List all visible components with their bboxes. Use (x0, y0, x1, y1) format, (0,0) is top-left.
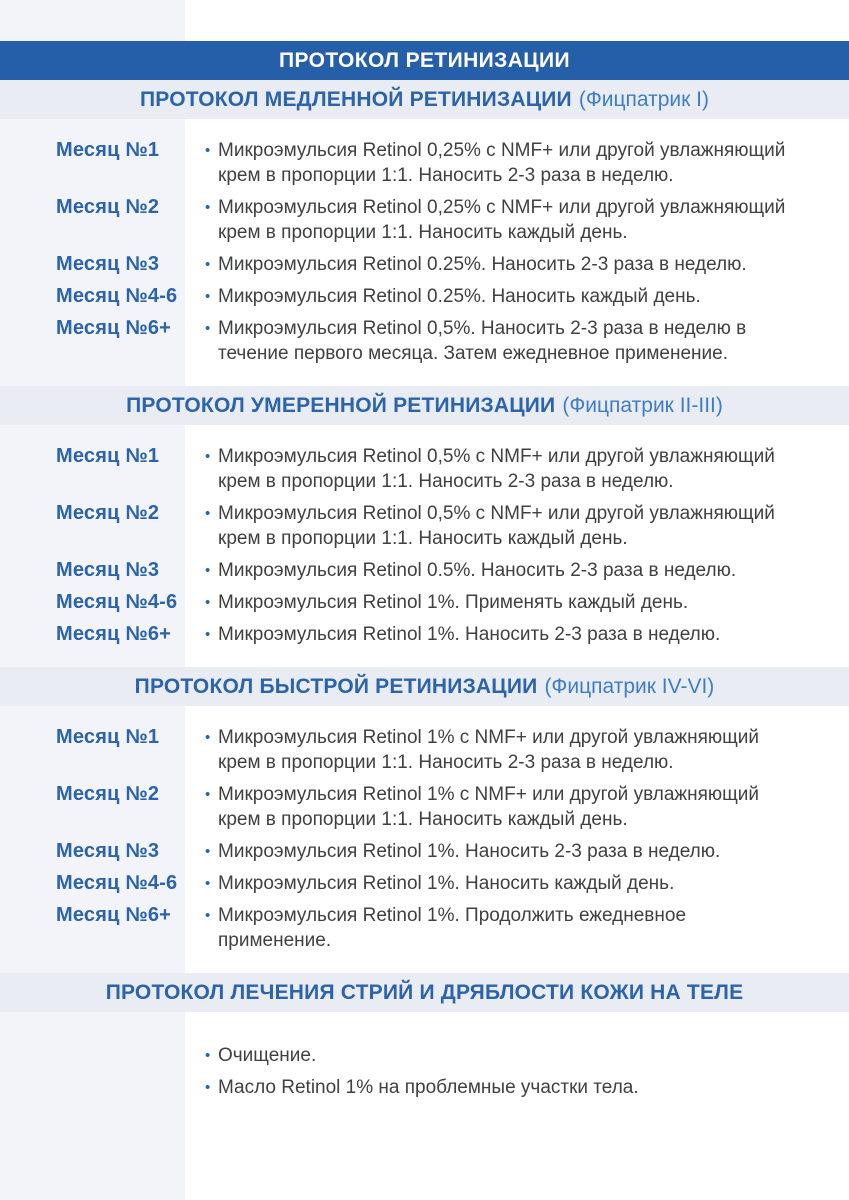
month-label: Месяц №6+ (56, 623, 172, 645)
bullet-icon: • (205, 199, 211, 216)
protocol-row (56, 622, 795, 647)
row-text: Микроэмульсия Retinol 0,25% с NMF+ или другой увлажняющий крем в пропорции 1:1. Наносить каждый день. (218, 197, 786, 243)
month-label: Месяц №3 (56, 253, 160, 275)
month-label: Месяц №4-6 (56, 285, 178, 307)
row-text: Микроэмульсия Retinol 1%. Наносить 2-3 раза в неделю. (218, 624, 721, 645)
protocol-row (56, 1075, 795, 1100)
row-text: Микроэмульсия Retinol 0,25% с NMF+ или другой увлажняющий крем в пропорции 1:1. Наносить 2-3 раза в неделю. (218, 140, 786, 186)
section-subtitle: (Фицпатрик II-III) (562, 393, 723, 417)
protocol-row (56, 316, 795, 366)
bullet-icon: • (205, 505, 211, 522)
month-label: Месяц №4-6 (56, 872, 178, 894)
month-label: Месяц №2 (56, 502, 160, 524)
row-text: Микроэмульсия Retinol 1%. Применять каждый день. (218, 592, 689, 613)
protocol-section (0, 667, 849, 973)
month-label: Месяц №2 (56, 783, 160, 805)
row-content (205, 284, 795, 309)
month-label: Месяц №1 (56, 445, 160, 467)
protocol-section (0, 80, 849, 386)
month-label: Месяц №6+ (56, 904, 172, 926)
section-title: ПРОТОКОЛ БЫСТРОЙ РЕТИНИЗАЦИИ (134, 674, 538, 698)
section-body (0, 706, 849, 973)
section-subtitle: (Фицпатрик I) (578, 87, 710, 111)
section-title: ПРОТОКОЛ МЕДЛЕННОЙ РЕТИНИЗАЦИИ (139, 87, 572, 111)
row-text: Микроэмульсия Retinol 1%. Наносить каждый день. (218, 873, 675, 894)
row-text: Микроэмульсия Retinol 0.25%. Наносить каждый день. (218, 286, 701, 307)
month-label: Месяц №1 (56, 726, 160, 748)
row-content (205, 195, 795, 245)
row-content (205, 1043, 795, 1068)
month-label: Месяц №1 (56, 139, 160, 161)
sections-container (0, 80, 849, 1120)
month-label: Месяц №3 (56, 840, 160, 862)
protocol-row (56, 725, 795, 775)
section-title: ПРОТОКОЛ ЛЕЧЕНИЯ СТРИЙ И ДРЯБЛОСТИ КОЖИ НА ТЕЛЕ (105, 980, 744, 1004)
protocol-row (56, 501, 795, 551)
protocol-row (56, 839, 795, 864)
row-content (205, 782, 795, 832)
row-content (205, 725, 795, 775)
bullet-icon: • (205, 626, 211, 643)
section-header (0, 386, 849, 425)
bullet-icon: • (205, 320, 211, 337)
month-label: Месяц №4-6 (56, 591, 178, 613)
row-content (205, 839, 795, 864)
protocol-row (56, 252, 795, 277)
row-content (205, 622, 795, 647)
bullet-icon: • (205, 875, 211, 892)
document-title: ПРОТОКОЛ РЕТИНИЗАЦИИ (278, 48, 571, 72)
row-content (205, 252, 795, 277)
document-content (0, 41, 849, 1120)
row-text: Микроэмульсия Retinol 0.5%. Наносить 2-3 раза в неделю. (218, 560, 737, 581)
section-subtitle: (Фицпатрик IV-VI) (544, 674, 715, 698)
row-content (205, 1075, 795, 1100)
bullet-icon: • (205, 1079, 211, 1096)
protocol-row (56, 903, 795, 953)
row-text: Микроэмульсия Retinol 1%. Продолжить ежедневное применение. (218, 905, 687, 951)
document-title-bar (0, 41, 849, 80)
month-label: Месяц №6+ (56, 317, 172, 339)
protocol-row (56, 195, 795, 245)
row-content (205, 316, 795, 366)
protocol-section (0, 973, 849, 1120)
row-text: Микроэмульсия Retinol 1% с NMF+ или другой увлажняющий крем в пропорции 1:1. Наносить 2-3 раза в неделю. (218, 727, 759, 773)
bullet-icon: • (205, 562, 211, 579)
row-text: Микроэмульсия Retinol 0,5% с NMF+ или другой увлажняющий крем в пропорции 1:1. Наносить каждый день. (218, 503, 775, 549)
row-content (205, 590, 795, 615)
month-label (56, 1075, 205, 1100)
bullet-icon: • (205, 288, 211, 305)
month-label: Месяц №2 (56, 196, 160, 218)
month-label: Месяц №3 (56, 559, 160, 581)
row-text: Масло Retinol 1% на проблемные участки тела. (218, 1077, 639, 1098)
bullet-icon: • (205, 1047, 211, 1064)
bullet-icon: • (205, 448, 211, 465)
section-body (0, 425, 849, 667)
row-text: Микроэмульсия Retinol 1%. Наносить 2-3 раза в неделю. (218, 841, 721, 862)
section-body (0, 119, 849, 386)
month-label (56, 1043, 205, 1068)
protocol-row (56, 590, 795, 615)
bullet-icon: • (205, 729, 211, 746)
protocol-row (56, 782, 795, 832)
section-header (0, 667, 849, 706)
bullet-icon: • (205, 786, 211, 803)
row-text: Микроэмульсия Retinol 1% с NMF+ или другой увлажняющий крем в пропорции 1:1. Наносить каждый день. (218, 784, 759, 830)
section-header (0, 80, 849, 119)
section-header (0, 973, 849, 1012)
row-content (205, 501, 795, 551)
row-text: Микроэмульсия Retinol 0,5% с NMF+ или другой увлажняющий крем в пропорции 1:1. Наносить 2-3 раза в неделю. (218, 446, 775, 492)
protocol-row (56, 138, 795, 188)
protocol-row (56, 284, 795, 309)
row-content (205, 138, 795, 188)
bullet-icon: • (205, 907, 211, 924)
protocol-section (0, 386, 849, 667)
protocol-row (56, 558, 795, 583)
bullet-icon: • (205, 594, 211, 611)
protocol-row (56, 1043, 795, 1068)
row-content (205, 903, 795, 953)
row-text: Микроэмульсия Retinol 0.25%. Наносить 2-3 раза в неделю. (218, 254, 747, 275)
protocol-row (56, 444, 795, 494)
section-title: ПРОТОКОЛ УМЕРЕННОЙ РЕТИНИЗАЦИИ (126, 393, 556, 417)
protocol-row (56, 871, 795, 896)
row-content (205, 558, 795, 583)
row-content (205, 871, 795, 896)
bullet-icon: • (205, 142, 211, 159)
bullet-icon: • (205, 256, 211, 273)
row-text: Микроэмульсия Retinol 0,5%. Наносить 2-3 раза в неделю в течение первого месяца. Затем ежедневное применение. (218, 318, 747, 364)
bullet-icon: • (205, 843, 211, 860)
section-body (0, 1012, 849, 1120)
row-content (205, 444, 795, 494)
row-text: Очищение. (218, 1045, 317, 1066)
